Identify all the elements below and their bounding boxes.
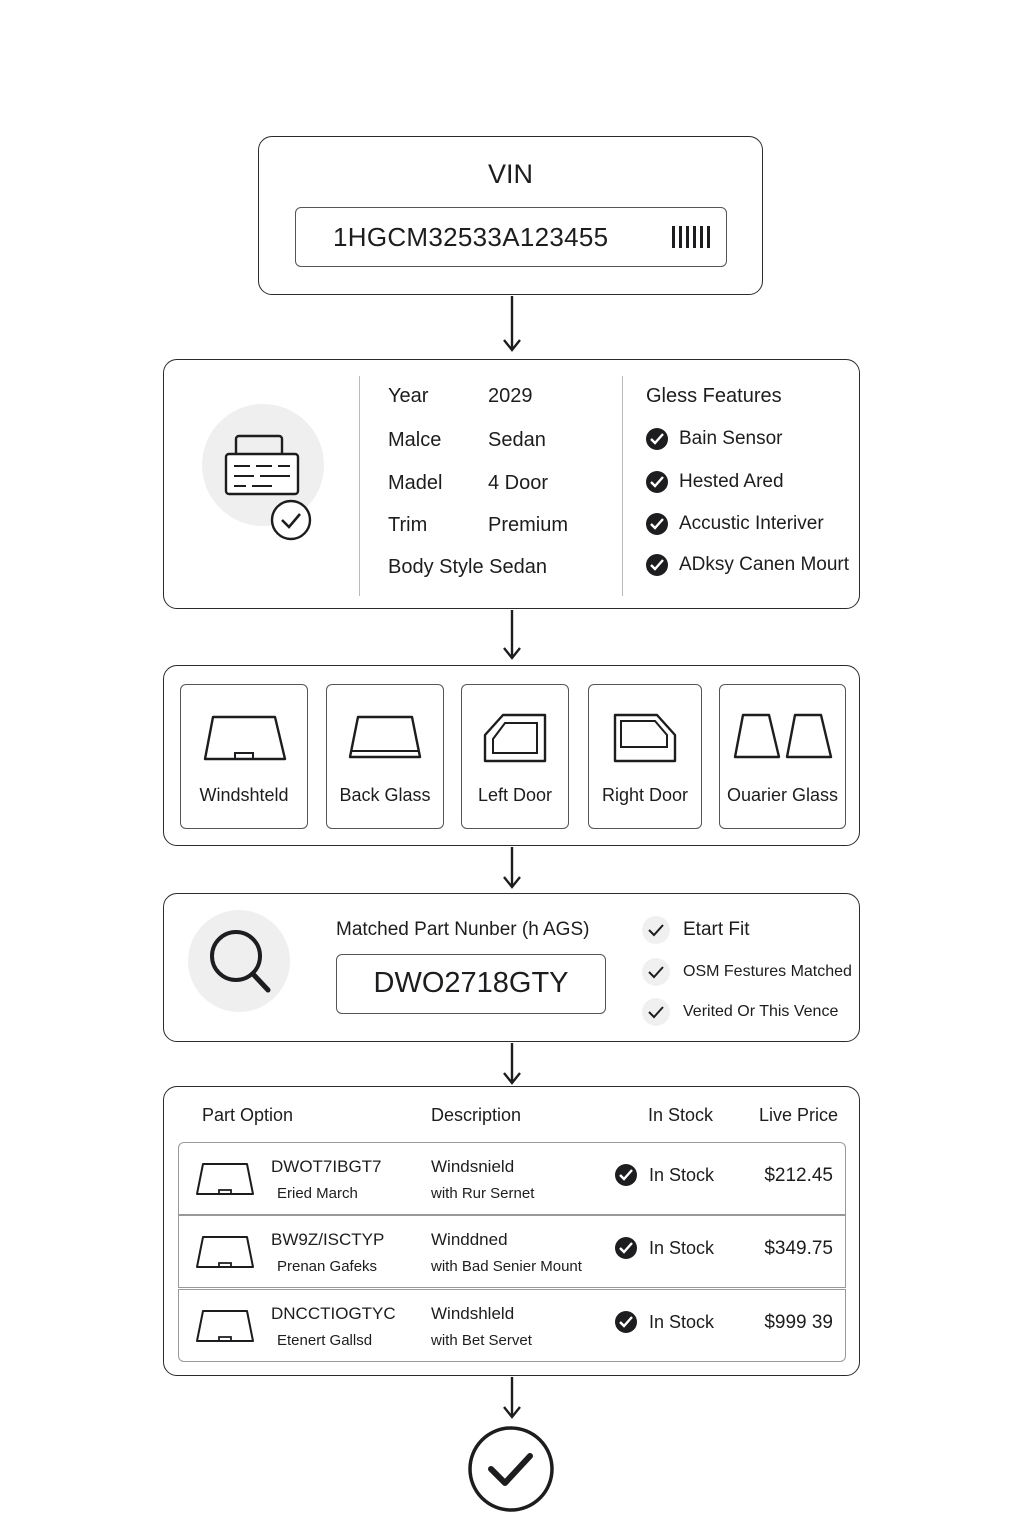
- flow-arrow-2: [502, 610, 522, 662]
- check-icon: [642, 998, 670, 1026]
- features-title: Gless Features: [646, 385, 782, 407]
- parts-table-card: [163, 1086, 860, 1376]
- spec-label-make: Malce: [388, 429, 442, 451]
- windshield-icon: [195, 1234, 255, 1270]
- glass-option-back-glass[interactable]: Back Glass: [326, 684, 444, 829]
- spec-label-body-style: Body Style Sedan: [388, 556, 548, 578]
- vin-title: VIN: [487, 159, 533, 189]
- check-icon: [646, 554, 668, 576]
- matched-part-field[interactable]: [336, 954, 606, 1014]
- spec-value-make: Sedan: [488, 429, 546, 451]
- check-icon: [642, 958, 670, 986]
- windshield-icon: [201, 713, 287, 763]
- glass-option-right-door[interactable]: Right Door: [588, 684, 702, 829]
- feature-item: Hested Ared: [646, 471, 784, 493]
- glass-option-left-door[interactable]: Left Door: [461, 684, 569, 829]
- vin-card: [258, 136, 763, 295]
- part-description-detail: with Bet Servet: [431, 1332, 532, 1349]
- confirm-check-icon[interactable]: [467, 1425, 555, 1513]
- column-header-part-option: Part Option: [202, 1105, 294, 1125]
- stock-status: In Stock: [615, 1237, 714, 1259]
- windshield-icon: [195, 1308, 255, 1344]
- divider: [622, 376, 623, 596]
- matched-part-card: [163, 893, 860, 1042]
- spec-label-trim: Trim: [388, 514, 428, 536]
- flow-arrow-5: [502, 1377, 522, 1421]
- check-icon: [615, 1237, 637, 1259]
- table-row[interactable]: [178, 1142, 846, 1215]
- check-icon: [642, 916, 670, 944]
- stock-status: In Stock: [615, 1164, 714, 1186]
- feature-item: Accustic Interiver: [646, 513, 824, 535]
- part-number: DNCCTIOGTYC: [271, 1304, 396, 1323]
- divider: [359, 376, 360, 596]
- spec-value-trim: Premium: [488, 514, 569, 536]
- part-number: BW9Z/ISCTYP: [271, 1230, 385, 1249]
- matched-part-label: Matched Part Nunber (h AGS): [336, 919, 590, 940]
- live-price: $999 39: [764, 1312, 833, 1333]
- search-icon: [188, 910, 290, 1012]
- stock-status: In Stock: [615, 1311, 714, 1333]
- spec-label-year: Year: [388, 385, 429, 407]
- vehicle-document-icon: [202, 404, 324, 526]
- feature-item: ADksy Canen Mourt: [646, 554, 849, 576]
- feature-item: Bain Sensor: [646, 428, 783, 450]
- check-icon: [646, 471, 668, 493]
- part-description-detail: with Bad Senier Mount: [431, 1258, 582, 1275]
- spec-label-model: Madel: [388, 472, 443, 494]
- live-price: $212.45: [764, 1165, 833, 1186]
- flow-arrow-1: [502, 296, 522, 354]
- part-description: Windsnield: [431, 1157, 515, 1176]
- part-description: Windshleld: [431, 1304, 515, 1323]
- part-manufacturer: Prenan Gafeks: [277, 1258, 378, 1275]
- glass-option-quarter-glass[interactable]: Ouarier Glass: [719, 684, 846, 829]
- barcode-icon: [672, 226, 710, 248]
- part-description: Winddned: [431, 1230, 508, 1249]
- glass-option-windshield[interactable]: Windshteld: [180, 684, 308, 829]
- right-door-glass-icon: [613, 713, 677, 765]
- back-glass-icon: [348, 713, 422, 763]
- vin-value: 1HGCM32533A123455: [333, 222, 609, 252]
- matched-part-number: DWO2718GTY: [373, 967, 569, 999]
- match-check-item: OSM Festures Matched: [642, 958, 852, 986]
- part-manufacturer: Etenert Gallsd: [277, 1332, 373, 1349]
- match-check-item: Etart Fit: [642, 916, 750, 944]
- table-row[interactable]: [178, 1289, 846, 1362]
- glass-type-card: [163, 665, 860, 846]
- left-door-glass-icon: [483, 713, 547, 765]
- check-icon: [615, 1311, 637, 1333]
- table-row[interactable]: [178, 1215, 846, 1288]
- windshield-icon: [195, 1161, 255, 1197]
- spec-value-year: 2029: [488, 385, 533, 407]
- match-check-item: Verited Or This Vence: [642, 998, 838, 1026]
- part-manufacturer: Eried March: [277, 1185, 358, 1202]
- part-description-detail: with Rur Sernet: [431, 1185, 535, 1202]
- vin-input[interactable]: [295, 207, 727, 267]
- live-price: $349.75: [764, 1238, 833, 1259]
- part-number: DWOT7IBGT7: [271, 1157, 382, 1176]
- flow-arrow-4: [502, 1043, 522, 1087]
- column-header-live-price: Live Price: [759, 1105, 839, 1125]
- quarter-glass-icon: [733, 713, 833, 759]
- check-icon: [646, 428, 668, 450]
- spec-value-body-style: Sedan: [489, 556, 548, 578]
- flow-arrow-3: [502, 847, 522, 891]
- column-header-in-stock: In Stock: [648, 1105, 714, 1125]
- check-icon: [615, 1164, 637, 1186]
- column-header-description: Description: [431, 1105, 522, 1125]
- spec-value-model: 4 Door: [488, 472, 549, 494]
- vehicle-details-card: [163, 359, 860, 609]
- check-icon: [646, 513, 668, 535]
